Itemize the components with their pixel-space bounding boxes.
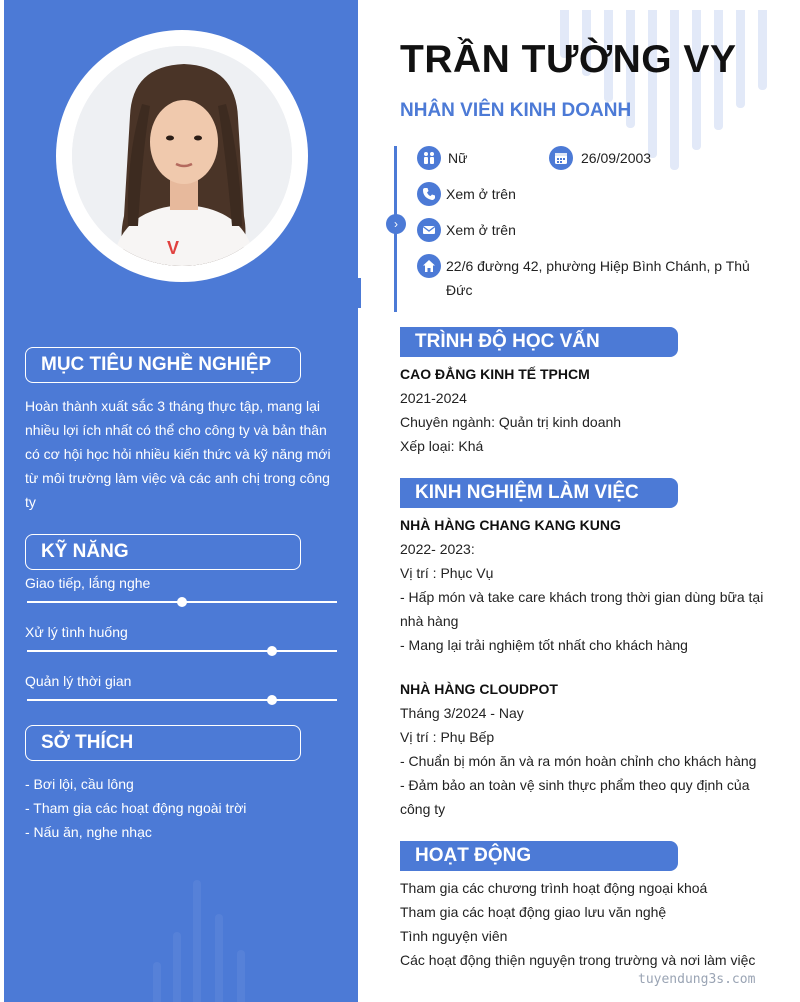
skill-label: Giao tiếp, lắng nghe (25, 575, 151, 591)
portrait-photo (72, 46, 292, 266)
candidate-name: TRẦN TƯỜNG VY (400, 38, 737, 81)
skill-knob (177, 597, 187, 607)
skills-heading: KỸ NĂNG (25, 534, 301, 570)
job-period: 2022- 2023: (400, 541, 475, 557)
education-major: Chuyên ngành: Quản trị kinh doanh (400, 414, 622, 430)
activity-item: Tham gia các hoạt động giao lưu văn nghệ (400, 904, 667, 920)
email-value: Xem ở trên (446, 222, 516, 238)
calendar-icon (549, 146, 573, 170)
watermark: tuyendung3s.com (638, 972, 756, 987)
skill-label: Quản lý thời gian (25, 673, 132, 689)
job-duty: - Mang lại trải nghiệm tốt nhất cho khách hàng (400, 637, 688, 653)
job-role: Vị trí : Phục Vụ (400, 565, 494, 581)
job-role: Vị trí : Phụ Bếp (400, 729, 495, 745)
phone-value: Xem ở trên (446, 186, 516, 202)
skill-knob (267, 695, 277, 705)
job-details (400, 701, 770, 821)
education-grade: Xếp loại: Khá (400, 438, 484, 454)
education-details (400, 386, 770, 458)
gender-icon (417, 146, 441, 170)
job-duty: - Hấp món và take care khách trong thời gian dùng bữa tại (400, 589, 764, 605)
left-sidebar (4, 0, 358, 1002)
job-duty: nhà hàng (400, 613, 459, 629)
address-value (446, 254, 766, 302)
skill-bar (27, 650, 337, 652)
objective-text (25, 394, 337, 514)
hobbies-list (25, 772, 337, 844)
activity-item: Các hoạt động thiện nguyện trong trường và nơi làm việc (400, 952, 756, 968)
email-icon (417, 218, 441, 242)
address-line: Đức (446, 282, 473, 298)
skill-bar (27, 699, 337, 701)
gender-value: Nữ (448, 150, 468, 166)
hobby-item: - Nấu ăn, nghe nhạc (25, 824, 152, 840)
objective-line: từ môi trường làm việc và các anh chị trong công (25, 470, 330, 486)
skill-knob (267, 646, 277, 656)
birthday-value: 26/09/2003 (581, 150, 652, 166)
job-title: NHÂN VIÊN KINH DOANH (400, 100, 632, 121)
chevron-right-icon: › (386, 214, 406, 234)
home-icon (417, 254, 441, 278)
education-years: 2021-2024 (400, 390, 467, 406)
objective-line: ty (25, 494, 36, 510)
activities-heading: HOẠT ĐỘNG (400, 841, 678, 871)
decorative-bars (149, 870, 269, 1002)
job-duty: - Đảm bảo an toàn vệ sinh thực phẩm theo quy định của (400, 777, 750, 793)
objective-line: nhiều lợi ích nhất có thể cho công ty và bản thân (25, 422, 327, 438)
job-company: NHÀ HÀNG CHANG KANG KUNG (400, 517, 621, 533)
job-details (400, 537, 770, 657)
activities-list (400, 876, 770, 972)
hobby-item: - Bơi lội, cầu lông (25, 776, 134, 792)
experience-heading: KINH NGHIỆM LÀM VIỆC (400, 478, 678, 508)
avatar (72, 46, 292, 266)
job-company: NHÀ HÀNG CLOUDPOT (400, 681, 558, 697)
svg-text:V: V (167, 238, 180, 258)
objective-line: Hoàn thành xuất sắc 3 tháng thực tập, mang lại (25, 398, 321, 414)
education-school: CAO ĐẲNG KINH TẾ TPHCM (400, 366, 590, 382)
address-line: 22/6 đường 42, phường Hiệp Bình Chánh, p Thủ (446, 258, 750, 274)
hobbies-heading: SỞ THÍCH (25, 725, 301, 761)
job-period: Tháng 3/2024 - Nay (400, 705, 524, 721)
activity-item: Tham gia các chương trình hoạt động ngoại khoá (400, 880, 708, 896)
education-heading: TRÌNH ĐỘ HỌC VẤN (400, 327, 678, 357)
job-duty: - Chuẩn bị món ăn và ra món hoàn chỉnh cho khách hàng (400, 753, 757, 769)
activity-item: Tình nguyện viên (400, 928, 508, 944)
phone-icon (417, 182, 441, 206)
objective-heading: MỤC TIÊU NGHỀ NGHIỆP (25, 347, 301, 383)
skill-bar (27, 601, 337, 603)
job-duty: công ty (400, 801, 446, 817)
sidebar-edge (358, 278, 361, 308)
skill-label: Xử lý tình huống (25, 624, 128, 640)
objective-line: có cơ hội học hỏi nhiều kiến thức và kỹ năng mới (25, 446, 331, 462)
hobby-item: - Tham gia các hoạt động ngoài trời (25, 800, 247, 816)
